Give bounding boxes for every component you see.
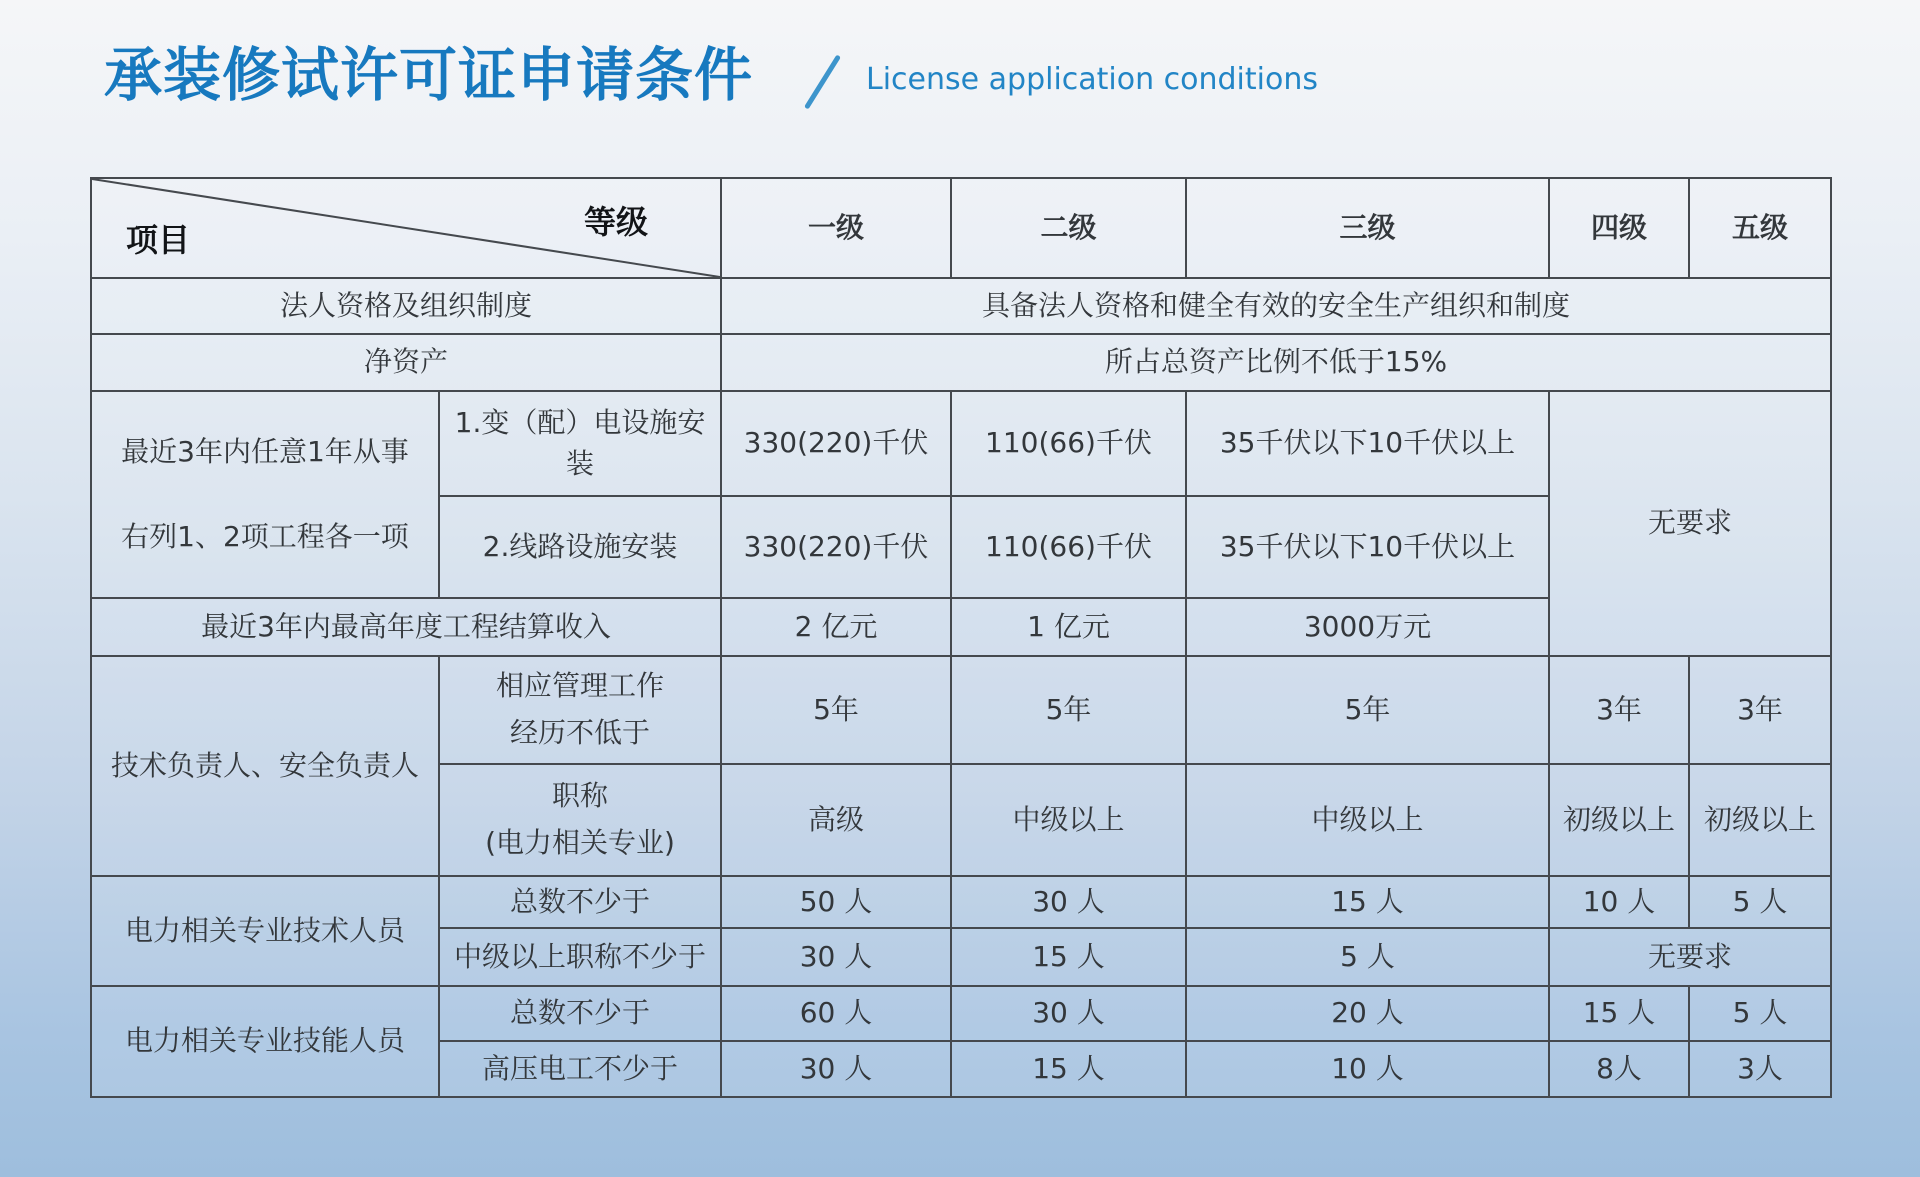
cell-line-grade3: 35千伏以下10千伏以上 [1186,496,1549,598]
cell-income-grade2: 1 亿元 [951,598,1186,656]
cell-substation-grade3: 35千伏以下10千伏以上 [1186,391,1549,496]
cell-line-grade2: 110(66)千伏 [951,496,1186,598]
cell-substation-grade2: 110(66)千伏 [951,391,1186,496]
sub-label-tech-midtitle: 中级以上职称不少于 [439,928,721,986]
page-title: 承装修试许可证申请条件 [104,41,754,109]
cell-no-requirement-merged: 无要求 [1549,391,1831,656]
title-label-line2: (电力相关专业) [485,826,675,859]
cell-income-grade1: 2 亿元 [721,598,951,656]
cell-skill-total-grade2: 30 人 [951,986,1186,1041]
row-label-skill-staff: 电力相关专业技能人员 [91,986,439,1097]
col-header-grade1: 一级 [721,178,951,278]
recent-work-label-line1: 最近3年内任意1年从事 [121,434,409,468]
row-label-legal: 法人资格及组织制度 [91,278,721,334]
corner-header-cell [91,178,721,278]
cell-title-grade1: 高级 [721,764,951,876]
cell-tech-total-grade5: 5 人 [1689,876,1831,928]
title-bar [0,0,1920,140]
cell-midtitle-grade1: 30 人 [721,928,951,986]
row-label-leaders: 技术负责人、安全负责人 [91,656,439,876]
col-header-grade4: 四级 [1549,178,1689,278]
cell-skill-total-grade1: 60 人 [721,986,951,1041]
cell-hv-grade4: 8人 [1549,1041,1689,1097]
sub-label-substation-install: 1.变（配）电设施安装 [439,391,721,496]
row-label-annual-income: 最近3年内最高年度工程结算收入 [91,598,721,656]
sub-label-tech-total: 总数不少于 [439,876,721,928]
cell-tech-total-grade4: 10 人 [1549,876,1689,928]
sub-label-line-install: 2.线路设施安装 [439,496,721,598]
license-conditions-table [90,177,1832,1098]
cell-title-grade4: 初级以上 [1549,764,1689,876]
cell-net-assets-value: 所占总资产比例不低于15% [721,334,1831,391]
sub-label-management-experience [439,656,721,764]
cell-line-grade1: 330(220)千伏 [721,496,951,598]
col-header-grade3: 三级 [1186,178,1549,278]
cell-tech-total-grade2: 30 人 [951,876,1186,928]
cell-experience-grade2: 5年 [951,656,1186,764]
cell-substation-grade1: 330(220)千伏 [721,391,951,496]
cell-hv-grade3: 10 人 [1186,1041,1549,1097]
cell-skill-total-grade4: 15 人 [1549,986,1689,1041]
cell-tech-total-grade1: 50 人 [721,876,951,928]
cell-experience-grade5: 3年 [1689,656,1831,764]
experience-label-line1: 相应管理工作 [495,669,664,703]
title-label-line1: 职称 [551,779,608,813]
table-row-net-assets [91,334,1831,391]
cell-hv-grade5: 3人 [1689,1041,1831,1097]
sub-label-hv-electrician: 高压电工不少于 [439,1041,721,1097]
cell-skill-total-grade3: 20 人 [1186,986,1549,1041]
corner-label-grade: 等级 [583,203,648,241]
cell-title-grade3: 中级以上 [1186,764,1549,876]
cell-experience-grade1: 5年 [721,656,951,764]
cell-hv-grade1: 30 人 [721,1041,951,1097]
cell-midtitle-grade2: 15 人 [951,928,1186,986]
table-row-tech-total [91,876,1831,928]
table-row-recent-work-1 [91,391,1831,496]
sub-label-skill-total: 总数不少于 [439,986,721,1041]
slash-divider-icon [804,54,841,109]
cell-skill-total-grade5: 5 人 [1689,986,1831,1041]
cell-experience-grade4: 3年 [1549,656,1689,764]
table-row-legal [91,278,1831,334]
col-header-grade2: 二级 [951,178,1186,278]
row-label-recent-work [91,391,439,598]
cell-experience-grade3: 5年 [1186,656,1549,764]
recent-work-label-line2: 右列1、2项工程各一项 [121,519,409,553]
experience-label-line2: 经历不低于 [509,716,650,749]
col-header-grade5: 五级 [1689,178,1831,278]
cell-midtitle-no-requirement: 无要求 [1549,928,1831,986]
cell-legal-value: 具备法人资格和健全有效的安全生产组织和制度 [721,278,1831,334]
table-row-leader-experience [91,656,1831,764]
table-header-row [91,178,1831,278]
cell-midtitle-grade3: 5 人 [1186,928,1549,986]
cell-title-grade2: 中级以上 [951,764,1186,876]
cell-hv-grade2: 15 人 [951,1041,1186,1097]
row-label-net-assets: 净资产 [91,334,721,391]
sub-label-professional-title [439,764,721,876]
cell-title-grade5: 初级以上 [1689,764,1831,876]
page-subtitle: License application conditions [866,62,1318,97]
cell-income-grade3: 3000万元 [1186,598,1549,656]
corner-label-item: 项目 [126,220,191,259]
table-row-skill-total [91,986,1831,1041]
cell-tech-total-grade3: 15 人 [1186,876,1549,928]
row-label-tech-staff: 电力相关专业技术人员 [91,876,439,986]
